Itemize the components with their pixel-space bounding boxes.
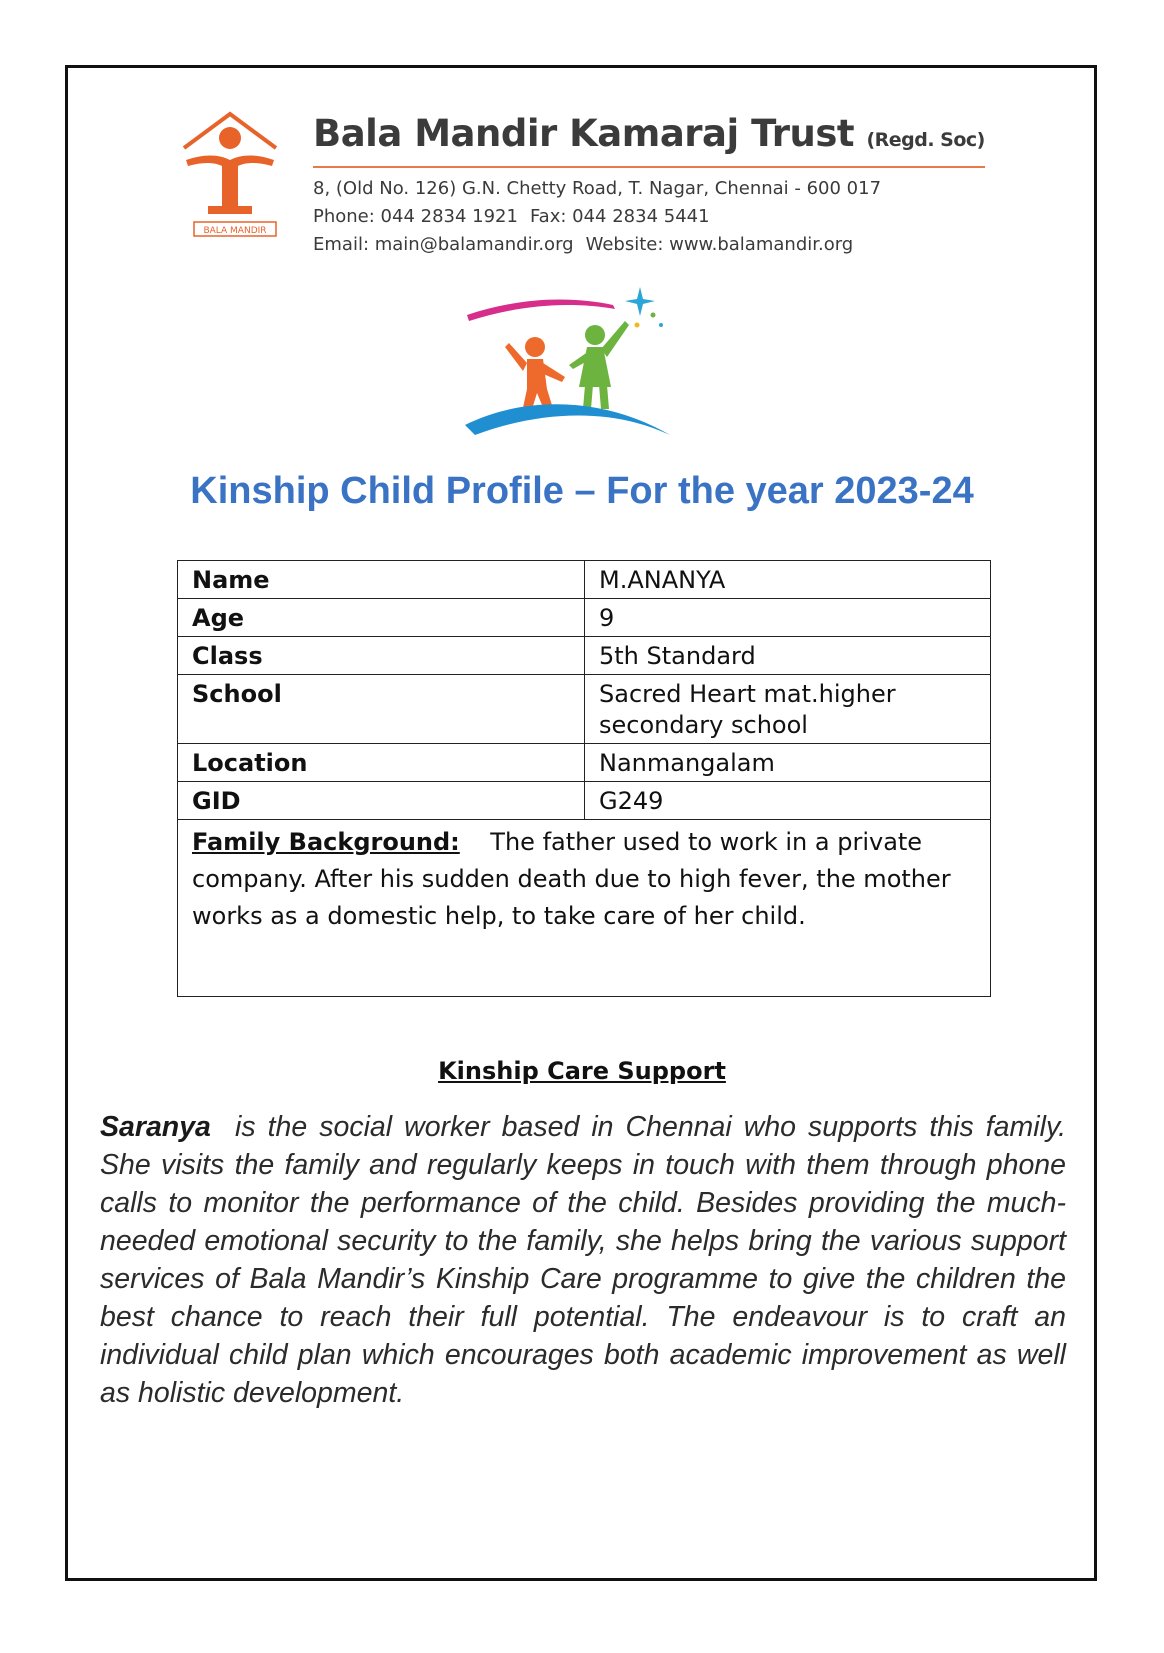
bala-mandir-logo: [180, 110, 290, 250]
support-paragraph: [100, 1108, 1066, 1412]
row-label-location: Location: [178, 744, 585, 782]
family-background-label: Family Background:: [192, 828, 460, 856]
row-label-school: School: [178, 675, 585, 744]
org-website: Website: www.balamandir.org: [585, 234, 854, 255]
row-label-gid: GID: [178, 782, 585, 820]
table-row: [178, 637, 991, 675]
row-value-class: 5th Standard: [585, 637, 991, 675]
row-value-name: M.ANANYA: [585, 561, 991, 599]
org-phone: Phone: 044 2834 1921: [313, 206, 518, 227]
row-label-name: Name: [178, 561, 585, 599]
org-email: Email: main@balamandir.org: [313, 234, 574, 255]
row-value-age: 9: [585, 599, 991, 637]
table-row-family-background: [178, 820, 991, 997]
social-worker-name: Saranya: [100, 1111, 211, 1143]
table-row: [178, 599, 991, 637]
row-label-class: Class: [178, 637, 585, 675]
org-phone-fax: [313, 206, 710, 227]
support-text: is the social worker based in Chennai who supports this family. She visits the family and regularly keeps in touch with them through phone calls to monitor the performance of the child. Besides providing the much-needed emotional security to the family, she helps bring the various support services of Bala Mandir’s Kinship Care programme to give the children the best chance to reach their full potential. The endeavour is to craft an individual child plan which encourages both academic improvement as well as holistic development.: [100, 1111, 1066, 1409]
ribbon-shape: [467, 300, 615, 321]
family-background-cell: [178, 820, 991, 997]
table-row: [178, 782, 991, 820]
family-background-text: The father used to work in a private company. After his sudden death due to high fever, the mother works as a domestic help, to take care of her child.: [192, 828, 951, 930]
support-heading: Kinship Care Support: [438, 1057, 726, 1085]
org-name: [313, 112, 985, 155]
child-profile-table: [177, 560, 991, 997]
table-row: [178, 561, 991, 599]
row-value-gid: G249: [585, 782, 991, 820]
table-row: [178, 744, 991, 782]
org-regd: (Regd. Soc): [866, 129, 985, 151]
row-value-school: Sacred Heart mat.higher secondary school: [585, 675, 991, 744]
org-fax: Fax: 044 2834 5441: [529, 206, 710, 227]
row-label-age: Age: [178, 599, 585, 637]
page-title: Kinship Child Profile – For the year 2023-24: [190, 470, 974, 512]
wave-shape: [465, 404, 670, 435]
org-name-text: Bala Mandir Kamaraj Trust: [313, 112, 855, 155]
logo-caption: BALA MANDIR: [203, 226, 267, 236]
child-green-figure: [569, 321, 629, 409]
letterhead-rule: [313, 166, 985, 168]
star-icon: [625, 287, 663, 328]
org-address: 8, (Old No. 126) G.N. Chetty Road, T. Nagar, Chennai - 600 017: [313, 178, 882, 199]
org-email-website: [313, 234, 853, 255]
table-row: [178, 675, 991, 744]
row-value-location: Nanmangalam: [585, 744, 991, 782]
kinship-children-illustration: [465, 285, 695, 450]
letterhead: [180, 110, 1000, 260]
